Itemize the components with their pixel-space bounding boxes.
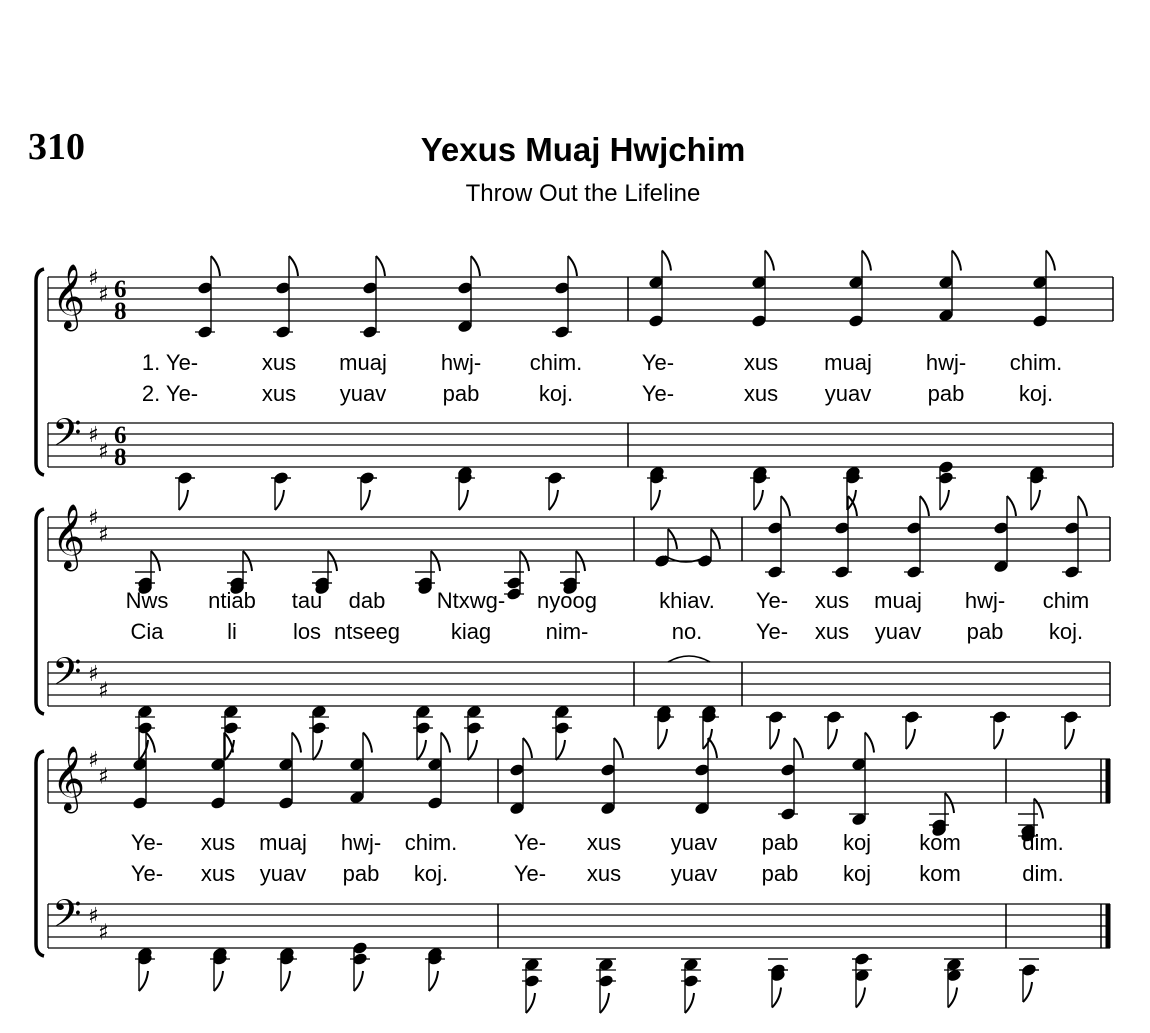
lyric-syllable: Ntxwg- xyxy=(436,588,506,613)
lyric-syllable: xus xyxy=(743,381,779,406)
lyric-syllable: yuav xyxy=(259,861,307,886)
note-flag xyxy=(214,971,223,991)
bass-clef-icon: 𝄢 xyxy=(52,410,82,464)
lyric-syllable: kom xyxy=(919,861,961,886)
note-flag xyxy=(471,256,480,276)
lyric-syllable: Ye- xyxy=(130,861,164,886)
lyric-syllable: nyoog xyxy=(537,588,597,613)
note-flag xyxy=(179,490,188,510)
lyric-syllable: yuav xyxy=(339,381,387,406)
note-flag xyxy=(772,988,781,1008)
note-flag xyxy=(526,993,535,1013)
lyric-syllable: koj. xyxy=(413,861,449,886)
note-flag xyxy=(1007,496,1016,516)
note-flag xyxy=(211,256,220,276)
note-flag xyxy=(614,738,623,758)
lyric-syllable: Ye- xyxy=(641,350,675,375)
note-flag xyxy=(1046,251,1055,271)
lyric-syllable: koj. xyxy=(1018,381,1054,406)
note-flag xyxy=(556,740,565,760)
sharp-icon: ♯ xyxy=(98,522,109,548)
note-flag xyxy=(994,729,1003,749)
lyric-syllable: muaj xyxy=(339,350,387,375)
note-flag xyxy=(662,251,671,271)
lyric-syllable: chim. xyxy=(404,830,458,855)
note-flag xyxy=(459,490,468,510)
lyric-syllable: pab xyxy=(761,830,799,855)
lyric-syllable: yuav xyxy=(670,830,718,855)
note-flag xyxy=(765,251,774,271)
note-flag xyxy=(289,256,298,276)
lyric-syllable: dab xyxy=(348,588,386,613)
system-bracket xyxy=(36,269,44,475)
sharp-icon: ♯ xyxy=(88,748,99,773)
hymn-subtitle: Throw Out the Lifeline xyxy=(465,180,701,207)
note-flag xyxy=(770,729,779,749)
note-flag xyxy=(1034,799,1043,819)
note-flag xyxy=(1023,982,1032,1002)
note-flag xyxy=(292,733,301,753)
note-flag xyxy=(275,490,284,510)
lyric-syllable: Ye- xyxy=(641,381,675,406)
note-flag xyxy=(658,729,667,749)
sharp-icon: ♯ xyxy=(88,506,99,531)
lyric-syllable: Ye- xyxy=(755,588,789,613)
lyric-syllable: tau xyxy=(291,588,323,613)
lyric-syllable: Ye- xyxy=(130,830,164,855)
lyric-syllable: xus xyxy=(261,350,297,375)
note-flag xyxy=(781,496,790,516)
note-flag xyxy=(417,740,426,760)
sharp-icon: ♯ xyxy=(88,662,99,687)
treble-clef-icon: 𝄞 xyxy=(52,264,86,329)
lyric-syllable: chim. xyxy=(1009,350,1063,375)
lyric-syllable: muaj xyxy=(259,830,307,855)
lyric-syllable: ntseeg xyxy=(333,619,401,644)
time-signature-bottom: 8 xyxy=(114,298,127,325)
system-bracket xyxy=(36,751,44,956)
lyric-syllable: li xyxy=(227,619,237,644)
lyric-syllable: yuav xyxy=(670,861,718,886)
lyric-syllable: pab xyxy=(927,381,965,406)
note-flag xyxy=(794,738,803,758)
note-flag xyxy=(429,971,438,991)
note-flag xyxy=(468,740,477,760)
note-flag xyxy=(313,740,322,760)
lyric-syllable: xus xyxy=(814,619,850,644)
lyric-syllable: xus xyxy=(200,830,236,855)
lyric-syllable: muaj xyxy=(824,350,872,375)
sharp-icon: ♯ xyxy=(88,904,99,929)
note-flag xyxy=(361,490,370,510)
lyric-syllable: 1. Ye- xyxy=(141,350,199,375)
note-flag xyxy=(685,993,694,1013)
time-signature-bottom: 8 xyxy=(114,444,127,471)
note-flag xyxy=(600,993,609,1013)
lyric-syllable: koj xyxy=(842,830,872,855)
bass-clef-icon: 𝄢 xyxy=(52,891,82,945)
note-flag xyxy=(363,733,372,753)
note-flag xyxy=(1065,729,1074,749)
note-flag xyxy=(754,490,763,510)
note-flag xyxy=(651,490,660,510)
time-signature-top: 6 xyxy=(114,422,127,449)
lyric-syllable: dim. xyxy=(1022,861,1064,886)
sharp-icon: ♯ xyxy=(98,439,109,465)
note-flag xyxy=(523,738,532,758)
lyric-syllable: nim- xyxy=(545,619,589,644)
note-flag xyxy=(1078,496,1087,516)
sharp-icon: ♯ xyxy=(98,764,109,790)
lyric-syllable: muaj xyxy=(874,588,922,613)
lyric-syllable: kiag xyxy=(450,619,492,644)
lyric-syllable: xus xyxy=(586,830,622,855)
sharp-icon: ♯ xyxy=(98,282,109,308)
sharp-icon: ♯ xyxy=(98,920,109,946)
lyric-syllable: xus xyxy=(200,861,236,886)
treble-clef-icon: 𝄞 xyxy=(52,746,86,811)
lyric-syllable: chim xyxy=(1042,588,1090,613)
lyric-syllable: Ye- xyxy=(513,861,547,886)
lyric-syllable: hwj- xyxy=(925,350,967,375)
lyric-syllable: ntiab xyxy=(208,588,256,613)
sharp-icon: ♯ xyxy=(98,678,109,704)
lyric-syllable: los xyxy=(292,619,322,644)
time-signature-top: 6 xyxy=(114,276,127,303)
note-flag xyxy=(920,496,929,516)
lyric-syllable: Ye- xyxy=(513,830,547,855)
lyric-syllable: dim. xyxy=(1022,830,1064,855)
note-flag xyxy=(354,971,363,991)
lyric-syllable: xus xyxy=(743,350,779,375)
hymn-title: Yexus Muaj Hwjchim xyxy=(420,131,746,168)
treble-clef-icon: 𝄞 xyxy=(52,504,86,569)
lyric-syllable: no. xyxy=(671,619,703,644)
note-flag xyxy=(441,733,450,753)
lyric-syllable: koj. xyxy=(538,381,574,406)
sharp-icon: ♯ xyxy=(88,423,99,448)
lyric-syllable: 2. Ye- xyxy=(141,381,199,406)
lyric-syllable: chim. xyxy=(529,350,583,375)
lyric-syllable: yuav xyxy=(824,381,872,406)
lyric-syllable: yuav xyxy=(874,619,922,644)
note-flag xyxy=(862,251,871,271)
bass-clef-icon: 𝄢 xyxy=(52,649,82,703)
lyric-syllable: Ye- xyxy=(755,619,789,644)
note-flag xyxy=(948,988,957,1008)
tie-bass xyxy=(668,656,710,662)
lyric-syllable: kom xyxy=(919,830,961,855)
lyric-syllable: koj. xyxy=(1048,619,1084,644)
note-flag xyxy=(906,729,915,749)
note-flag xyxy=(856,988,865,1008)
note-flag xyxy=(940,490,949,510)
lyric-syllable: pab xyxy=(761,861,799,886)
note-flag xyxy=(1031,490,1040,510)
lyric-syllable: xus xyxy=(261,381,297,406)
note-flag xyxy=(281,971,290,991)
note-flag xyxy=(376,256,385,276)
note-flag xyxy=(952,251,961,271)
note-flag xyxy=(568,256,577,276)
lyric-syllable: pab xyxy=(342,861,380,886)
sharp-icon: ♯ xyxy=(88,266,99,291)
lyric-syllable: Cia xyxy=(130,619,164,644)
note-flag xyxy=(139,971,148,991)
system-bracket xyxy=(36,509,44,714)
lyric-syllable: pab xyxy=(442,381,480,406)
note-flag xyxy=(549,490,558,510)
lyric-syllable: hwj- xyxy=(964,588,1006,613)
lyric-syllable: Nws xyxy=(125,588,169,613)
lyric-syllable: khiav. xyxy=(659,588,715,613)
note-flag xyxy=(865,733,874,753)
hymn-number: 310 xyxy=(28,126,85,168)
lyric-syllable: xus xyxy=(814,588,850,613)
lyric-syllable: hwj- xyxy=(440,350,482,375)
lyric-syllable: xus xyxy=(586,861,622,886)
lyric-syllable: koj xyxy=(842,861,872,886)
lyric-syllable: hwj- xyxy=(340,830,382,855)
lyric-syllable: pab xyxy=(966,619,1004,644)
note-flag xyxy=(828,729,837,749)
